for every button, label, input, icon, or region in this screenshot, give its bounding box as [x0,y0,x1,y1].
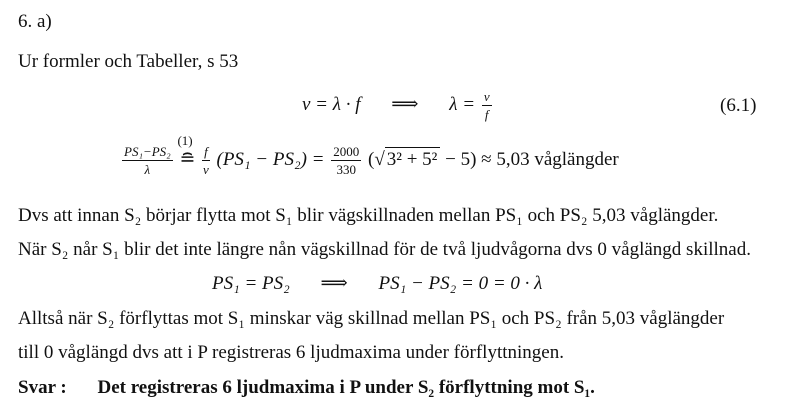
eq2-den: 330 [336,162,356,177]
paragraph-3: Alltså när S₂ förflyttas mot S₁ minskar väg skillnad mellan PS₁ och PS₂ från 5,03 våglängder [18,308,725,329]
eq2-f-den: v [203,162,209,177]
eq1-frac-den: f [484,107,489,122]
paragraph-4: till 0 våglängd dvs att i P registreras 6 ljudmaxima under förflyttningen. [18,342,564,363]
eq2-eqsign: ≘ [179,148,196,170]
eq1-lambda: λ = [449,93,476,115]
eq2-paren: (PS₁ − PS₂) = [216,148,325,170]
eq3-arrow: ⟹ [320,273,348,294]
answer-text: Det registreras 6 ljudmaxima i P under S₂ förflyttning mot S₁. [97,377,595,398]
eq2-lhs-num: PS₁−PS₂ [124,144,171,159]
eq2-lhs-den: λ [144,162,151,177]
paragraph-1: Dvs att innan S₂ börjar flytta mot S₁ blir vägskillnaden mellan PS₁ och PS₂ 5,03 våglängder. [18,205,719,226]
answer-line [18,378,595,397]
paragraph-2: När S₂ når S₁ blir det inte längre nån vägskillnad för de två ljudvågorna dvs 0 våglängd skillnad. [18,239,751,260]
eq2-corresponds [177,132,196,170]
eq3-left: PS₁ = PS₂ [212,273,290,294]
eq2-tail: − 5) ≈ 5,03 våglängder [445,148,619,170]
equation-tag: (6.1) [720,95,757,116]
eq2-ref: (1) [177,132,193,148]
eq1-arrow: ⟹ [391,93,419,115]
equation-path-difference: $\frac{\text{PS₁−PS₂}}{\lambda}$ (1) ≘ $\frac{f}{v}$ (PS₁ − PS₂) = $\frac{2000}{330}$ (√ 3² + 5² − 5) ≈ 5,03 våglängder [124,132,619,177]
eq2-num: 2000 [333,144,360,159]
source-reference: Ur formler och Tabeller, s 53 [18,51,239,72]
eq3-right: PS₁ − PS₂ = 0 = 0 · λ [378,273,543,294]
problem-number: 6. a) [18,11,52,32]
eq2-number-fraction [331,145,361,176]
eq1-lhs: v = λ · f [302,93,361,115]
equation-6-1 [302,90,494,121]
eq2-lhs-fraction [122,145,173,176]
eq2-f-over-v [202,145,210,176]
equation-equal-paths [212,274,542,293]
eq1-fraction [482,90,492,121]
eq1-frac-num: v [483,89,490,104]
eq2-sqrt: 3² + 5² [385,147,441,170]
eq2-f-num: f [204,144,208,159]
answer-label: Svar : [18,377,67,398]
